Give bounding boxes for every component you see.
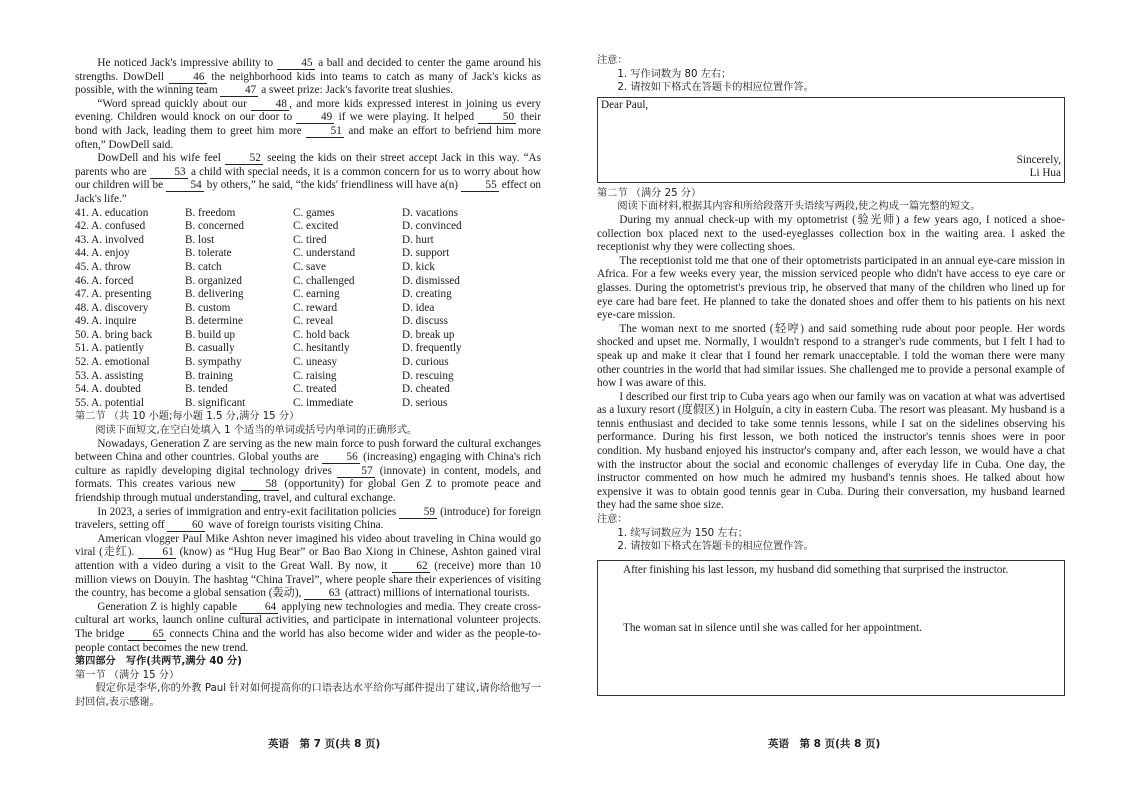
option-b: B. concerned: [185, 220, 245, 233]
option-d: D. break up: [402, 328, 455, 341]
option-d: D. support: [402, 247, 450, 260]
option-d: D. serious: [402, 396, 448, 409]
option-d: D. discuss: [402, 315, 448, 328]
section-2-heading: 第二节 （共 10 小题;每小题 1.5 分,满分 15 分）: [75, 411, 300, 423]
letter-answer-box: [597, 97, 1065, 183]
option-c: C. earning: [293, 288, 340, 301]
option-c: C. uneasy: [293, 356, 338, 369]
option-d: D. dismissed: [402, 274, 460, 287]
option-d: D. hurt: [402, 233, 434, 246]
blank-53[interactable]: 53: [150, 167, 188, 179]
blank-60[interactable]: 60: [167, 520, 205, 532]
option-d: D. cheated: [402, 383, 450, 396]
passage-text: a child with special needs, it is a common concern for us to worry about how our children will be: [75, 165, 541, 192]
passage-text: He noticed Jack's impressive ability to: [97, 57, 277, 69]
option-c: C. reveal: [293, 315, 334, 328]
story-paragraph: I described our first trip to Cuba years ago when our family was on vacation at what was advertised as a luxury resort (度假区) in Holguín, a city in eastern Cuba. The resort was pleasant. My husband is a tennis enthusiast and decided to take some tennis lessons, while I sat on the sidelines observing his performance. During his first lesson, we both noticed the instructor's tennis shoes were in poor condition. My husband enjoyed his instructor's company and, after each lesson, we would have a chat with the instructor about the social and economic challenges of everyday life in Cuba. One day, the instructor commented on how much he admired my husband's tennis shoes. He talked about how expensive it was to obtain good tennis gear in Cuba. During their conversation, my husband learned they had the same shoe size.: [597, 390, 1065, 512]
option-b: B. sympathy: [185, 356, 242, 369]
option-a: 48. A. discovery: [75, 301, 149, 314]
option-a: 50. A. bring back: [75, 328, 153, 341]
cloze-passage: [75, 57, 541, 207]
writing-prompt: 假定你是李华,你的外教 Paul 针对如何提高你的口语表达水平给你写邮件提出了建议,请你给他写一封回信,表示感谢。: [75, 683, 541, 708]
option-a: 52. A. emotional: [75, 356, 150, 369]
option-a: 44. A. enjoy: [75, 247, 130, 260]
option-b: B. catch: [185, 260, 222, 273]
passage-text: American vlogger Paul Mike Ashton never imagined his video about traveling in China would go viral (走红).: [75, 532, 541, 559]
option-a: 46. A. forced: [75, 274, 134, 287]
passage-text: connects China and the world has also become wider and wider as the people-to-people contact becomes the new trend.: [75, 627, 541, 654]
option-c: C. raising: [293, 369, 337, 382]
blank-61[interactable]: 61: [138, 547, 176, 559]
option-a: 43. A. involved: [75, 233, 144, 246]
blank-63[interactable]: 63: [304, 588, 342, 600]
option-d: D. rescuing: [402, 369, 454, 382]
page-footer-7: 英语 第 7 页(共 8 页): [268, 738, 381, 750]
page-8-column: [597, 54, 1065, 700]
blank-52[interactable]: 52: [225, 153, 263, 165]
writing-section-2-heading: 第二节 （满分 25 分）: [597, 187, 702, 199]
passage-paragraph: [75, 601, 541, 655]
option-b: B. build up: [185, 328, 236, 341]
blank-45[interactable]: 45: [277, 58, 315, 70]
continuation-opening-1: After finishing his last lesson, my husband did something that surprised the instructor.: [623, 563, 1009, 576]
note-item: 2. 请按如下格式在答题卡的相应位置作答。: [617, 541, 814, 553]
passage-text: if we were playing. It helped: [334, 111, 479, 124]
signature: Li Hua: [1029, 167, 1061, 180]
passage-text: (introduce) for foreign travelers, setting off: [75, 505, 541, 532]
note-item: 2. 请按如下格式在答题卡的相应位置作答。: [617, 82, 814, 94]
option-c: C. reward: [293, 301, 338, 314]
note-item: 1. 写作词数为 80 左右；: [617, 68, 732, 80]
blank-64[interactable]: 64: [240, 602, 278, 614]
passage-text: their bond with Jack, leading them to greet him more: [75, 111, 541, 137]
passage-text: a sweet prize: Jack's favorite treat slushies.: [258, 84, 454, 97]
option-a: 42. A. confused: [75, 220, 146, 233]
note-item: 1. 续写词数应为 150 左右；: [617, 527, 748, 539]
passage-text: (attract) millions of international tourists.: [342, 587, 530, 600]
blank-55[interactable]: 55: [461, 180, 499, 192]
passage-paragraph: [75, 152, 541, 206]
option-a: 54. A. doubted: [75, 383, 141, 396]
passage-paragraph: [75, 57, 541, 98]
option-a: 41. A. education: [75, 206, 149, 219]
blank-59[interactable]: 59: [399, 507, 437, 519]
option-d: D. vacations: [402, 206, 458, 219]
passage-text: , and more kids expressed interest in joining us every evening. Children would knock on our door to: [75, 97, 541, 124]
cloze-options-table: [75, 207, 541, 411]
passage-text: effect on Jack's life.”: [75, 179, 542, 205]
option-c: C. excited: [293, 220, 339, 233]
option-d: D. kick: [402, 260, 435, 273]
passage-text: wave of foreign tourists visiting China.: [205, 519, 384, 532]
passage-paragraph: [75, 506, 541, 533]
option-b: B. significant: [185, 396, 246, 409]
blank-48[interactable]: 48: [251, 99, 289, 111]
blank-65[interactable]: 65: [128, 629, 166, 641]
passage-paragraph: [75, 533, 541, 601]
option-b: B. casually: [185, 342, 235, 355]
option-c: C. hold back: [293, 328, 350, 341]
story-paragraph: The woman next to me snorted (轻哼) and said something rude about poor people. Her words shocked and upset me. Normally, I wouldn't respond to a stranger's rude comments, but I felt I had to speak up and make it clear that I found her remark unacceptable. I told the woman there were many other countries in the world that had similar issues. She challenged me to provide a personal example of how I was aware of this.: [597, 322, 1065, 390]
passage-text: a ball and decided to center the game around his strengths. DowDell: [75, 57, 541, 83]
option-b: B. custom: [185, 301, 231, 314]
passage-text: Nowadays, Generation Z are serving as the new main force to push forward the cultural exchanges between China and other countries. Global youths are: [75, 437, 541, 464]
blank-54[interactable]: 54: [166, 180, 204, 192]
page-footer-8: 英语 第 8 页(共 8 页): [768, 738, 881, 750]
passage-text: “Word spread quickly about our: [97, 97, 252, 110]
passage-text: (increasing) engaging with China's rich culture as rapidly developing digital technology drives: [75, 451, 541, 477]
option-b: B. tolerate: [185, 247, 232, 260]
option-d: D. curious: [402, 356, 449, 369]
blank-62[interactable]: 62: [392, 561, 430, 573]
blank-47[interactable]: 47: [220, 85, 258, 97]
option-c: C. challenged: [293, 274, 355, 287]
option-d: D. idea: [402, 301, 435, 314]
option-a: 45. A. throw: [75, 260, 131, 273]
passage-text: (know) as “Hug Hug Bear” or Bao Bao Xiong in Chinese, Ashton gained viral attention with a video during a visit to the Great Wall. By now, it: [75, 546, 541, 572]
continuation-opening-2: The woman sat in silence until she was called for her appointment.: [623, 621, 922, 634]
story-paragraph: During my annual check-up with my optometrist (验光师) a few years ago, I noticed a shoe-collection box placed next to the used-eyeglasses collection box in the waiting area. I asked the receptionist why they were collecting shoes.: [597, 213, 1065, 254]
passage-paragraph: [75, 98, 541, 152]
blank-50[interactable]: 50: [478, 112, 516, 124]
option-c: C. tired: [293, 233, 327, 246]
letter-greeting: Dear Paul,: [601, 98, 649, 111]
grammar-fill-passage: [75, 438, 541, 656]
passage-text: seeing the kids on their street accept Jack in this way. “As parents who are: [75, 152, 541, 178]
blank-46[interactable]: 46: [169, 72, 207, 84]
blank-56[interactable]: 56: [322, 452, 360, 464]
passage-text: In 2023, a series of immigration and entry-exit facilitation policies: [97, 505, 400, 518]
passage-text: (receive) more than 10 million views on Douyin. The hashtag “China Travel”, where people share their experiences of visiting the country, has become a global sensation (轰动),: [75, 559, 541, 600]
blank-49[interactable]: 49: [296, 112, 334, 124]
passage-text: and make an effort to befriend him more often,” DowDell said.: [75, 124, 541, 151]
option-a: 47. A. presenting: [75, 288, 152, 301]
section-2-instruction: 阅读下面短文,在空白处填入 1 个适当的单词或括号内单词的正确形式。: [95, 425, 418, 437]
passage-text: the neighborhood kids into teams to catch as many of Jack's kicks as possible, with the winning team: [75, 70, 541, 97]
option-a: 55. A. potential: [75, 396, 144, 409]
option-a: 49. A. inquire: [75, 315, 137, 328]
blank-51[interactable]: 51: [306, 126, 344, 138]
note-heading: 注意：: [597, 514, 628, 526]
writing-section-1-heading: 第一节 （满分 15 分）: [75, 669, 180, 681]
option-b: B. determine: [185, 315, 243, 328]
option-c: C. hesitantly: [293, 342, 350, 355]
option-b: B. tended: [185, 383, 228, 396]
option-b: B. lost: [185, 233, 215, 246]
passage-paragraph: [75, 438, 541, 506]
option-a: 53. A. assisting: [75, 369, 144, 382]
story-paragraph: The receptionist told me that one of their optometrists participated in an annual eye-care mission in Africa. For a few weeks every year, the mission serviced people who didn't have access to eye care or glasses. During the optometrist's previous trip, he observed that many of the children who lined up for eye care had bare feet. He planned to take the donated shoes and offer them to his patients on his next eye-care mission.: [597, 254, 1065, 322]
continuation-answer-box: [597, 560, 1065, 696]
option-d: D. creating: [402, 288, 452, 301]
option-d: D. frequently: [402, 342, 462, 355]
part-4-heading: 第四部分 写作(共两节,满分 40 分): [75, 656, 242, 668]
option-d: D. convinced: [402, 220, 462, 233]
option-c: C. treated: [293, 383, 337, 396]
option-c: C. games: [293, 206, 335, 219]
option-b: B. delivering: [185, 288, 244, 301]
option-a: 51. A. patiently: [75, 342, 144, 355]
closing-text: Sincerely,: [1016, 153, 1061, 166]
option-c: C. understand: [293, 247, 356, 260]
passage-text: applying new technologies and media. They create cross-cultural art works, launch online cultural activities, and participate in international volunteer projects. The bridge: [75, 600, 541, 640]
writing-section-2-instruction: 阅读下面材料,根据其内容和所给段落开头语续写两段,使之构成一篇完整的短文。: [617, 201, 981, 213]
option-b: B. freedom: [185, 206, 236, 219]
letter-closing: [1017, 154, 1061, 181]
passage-text: by others,” he said, “the kids' friendliness will have a(n): [203, 179, 461, 192]
blank-58[interactable]: 58: [241, 479, 279, 491]
note-heading: 注意：: [597, 55, 628, 66]
passage-text: (opportunity) for global Gen Z to promote peace and friendship through mutual understanding, travel, and cultural exchange.: [75, 478, 541, 504]
passage-text: DowDell and his wife feel: [97, 152, 225, 165]
option-b: B. organized: [185, 274, 242, 287]
option-c: C. save: [293, 260, 326, 273]
page-7-column: [75, 57, 541, 710]
option-b: B. training: [185, 369, 233, 382]
blank-57[interactable]: 57: [337, 466, 375, 478]
passage-text: Generation Z is highly capable: [97, 600, 241, 613]
passage-text: (innovate) in content, models, and formats. This creates various new: [75, 464, 541, 491]
option-c: C. immediate: [293, 396, 354, 409]
